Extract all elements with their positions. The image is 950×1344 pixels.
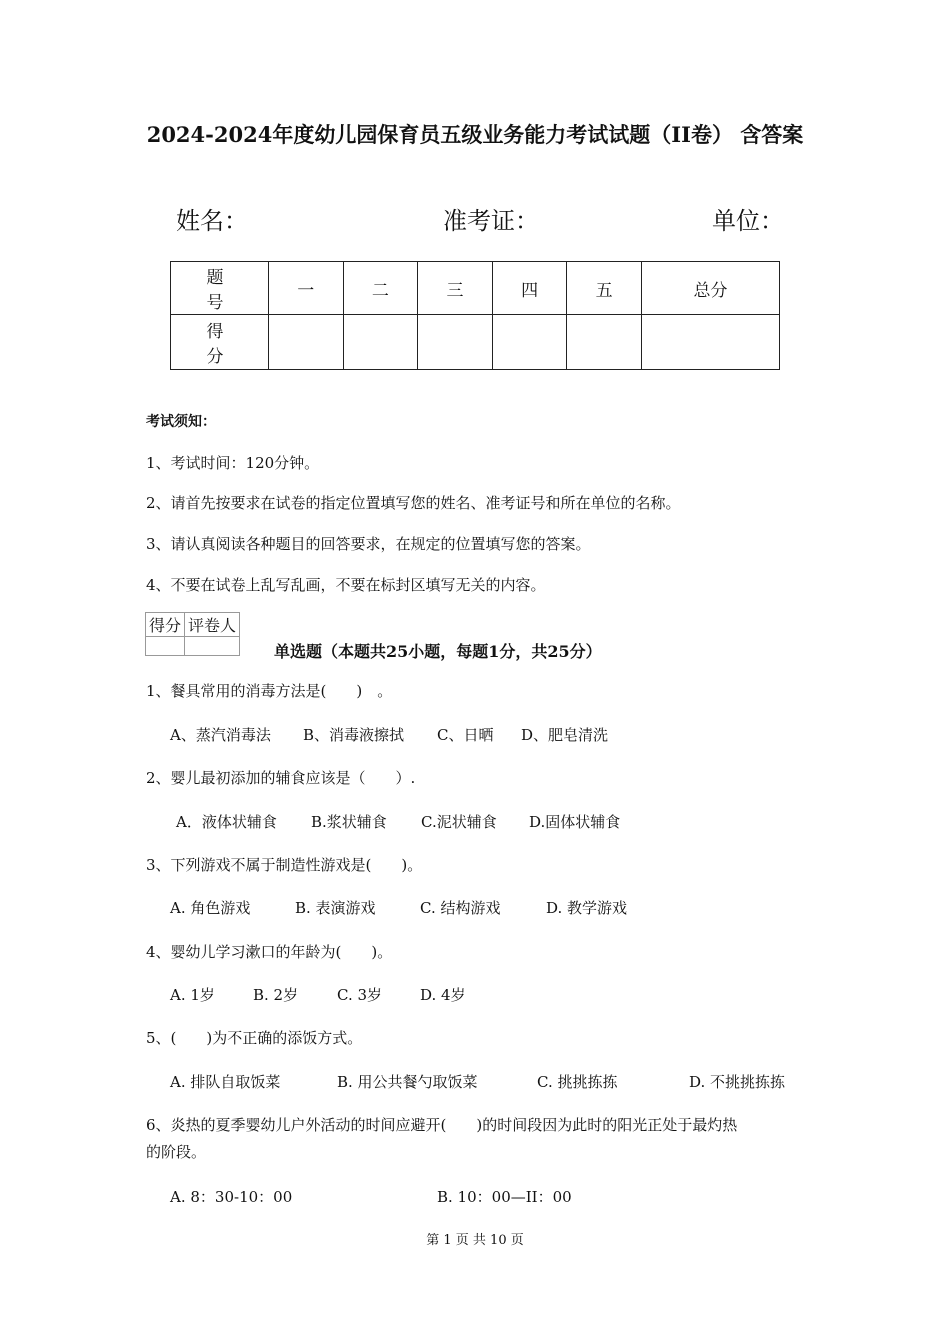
question-stem: 3、下列游戏不属于制造性游戏是( )。 [146,856,423,874]
option: D. 教学游戏 [546,899,628,917]
option: D. 不挑挑拣拣 [689,1073,786,1091]
option: D、肥皂清洗 [521,726,609,744]
question-stem: 2、婴儿最初添加的辅食应该是（ ）. [146,769,416,787]
score-col-3: 三 [418,262,493,315]
grader-reviewer-label: 评卷人 [185,613,240,637]
option: A、蒸汽消毒法 [170,726,271,744]
question-stem: 1、餐具常用的消毒方法是( ) 。 [146,682,393,700]
option: B. 表演游戏 [295,899,376,917]
score-cell [418,315,493,370]
grader-reviewer-cell [185,637,240,656]
page-footer: 第 1 页 共 10 页 [426,1233,524,1248]
name-label: 姓名： [176,207,248,235]
page-title: 2024-2024年度幼儿园保育员五级业务能力考试试题（II卷） 含答案 [146,122,804,147]
option: B. 10：00—II：00 [437,1188,572,1206]
question-stem: 4、婴幼儿学习漱口的年龄为( )。 [146,943,393,961]
option: B.浆状辅食 [311,813,387,831]
score-cell [492,315,567,370]
score-col-5: 五 [567,262,642,315]
option: D. 4岁 [420,986,466,1004]
question-stem: 5、( )为不正确的添饭方式。 [146,1029,363,1047]
option: B. 用公共餐勺取饭菜 [337,1073,478,1091]
note-item: 2、请首先按要求在试卷的指定位置填写您的姓名、准考证号和所在单位的名称。 [146,494,681,512]
notes-title: 考试须知： [146,414,216,430]
note-item: 1、考试时间：120分钟。 [146,454,320,472]
score-table-score-row [171,315,780,370]
option: A. 8：30-10：00 [170,1188,293,1206]
option: C. 结构游戏 [420,899,501,917]
option: D.固体状辅食 [529,813,621,831]
score-col-total: 总分 [641,262,779,315]
score-table-header-row [171,262,780,315]
option: A．液体状辅食 [176,813,277,831]
note-item: 4、不要在试卷上乱写乱画，不要在标封区填写无关的内容。 [146,576,546,594]
option: A. 1岁 [170,986,215,1004]
question-number-label: 题 号 [171,262,269,315]
option: A. 角色游戏 [170,899,251,917]
option: C、日晒 [437,726,494,744]
score-label: 得 分 [171,315,269,370]
score-col-1: 一 [269,262,344,315]
score-cell [269,315,344,370]
unit-label: 单位： [712,207,784,235]
score-table [170,261,780,370]
option: A. 排队自取饭菜 [170,1073,281,1091]
grader-score-cell [146,637,185,656]
option: C. 3岁 [337,986,383,1004]
option: C.泥状辅食 [421,813,497,831]
score-col-2: 二 [343,262,418,315]
score-cell [343,315,418,370]
exam-id-label: 准考证： [443,207,539,235]
grader-box [145,612,240,656]
question-stem: 6、炎热的夏季婴幼儿户外活动的时间应避开( )的时间段因为此时的阳光正处于最灼热 [146,1116,738,1134]
score-cell [567,315,642,370]
note-item: 3、请认真阅读各种题目的回答要求，在规定的位置填写您的答案。 [146,535,591,553]
option: B、消毒液擦拭 [303,726,405,744]
option: B. 2岁 [253,986,299,1004]
score-cell [641,315,779,370]
score-col-4: 四 [492,262,567,315]
question-stem-continued: 的阶段。 [146,1143,207,1161]
grader-score-label: 得分 [146,613,185,637]
option: C. 挑挑拣拣 [537,1073,618,1091]
section-title: 单选题（本题共25小题，每题1分，共25分） [274,642,602,661]
